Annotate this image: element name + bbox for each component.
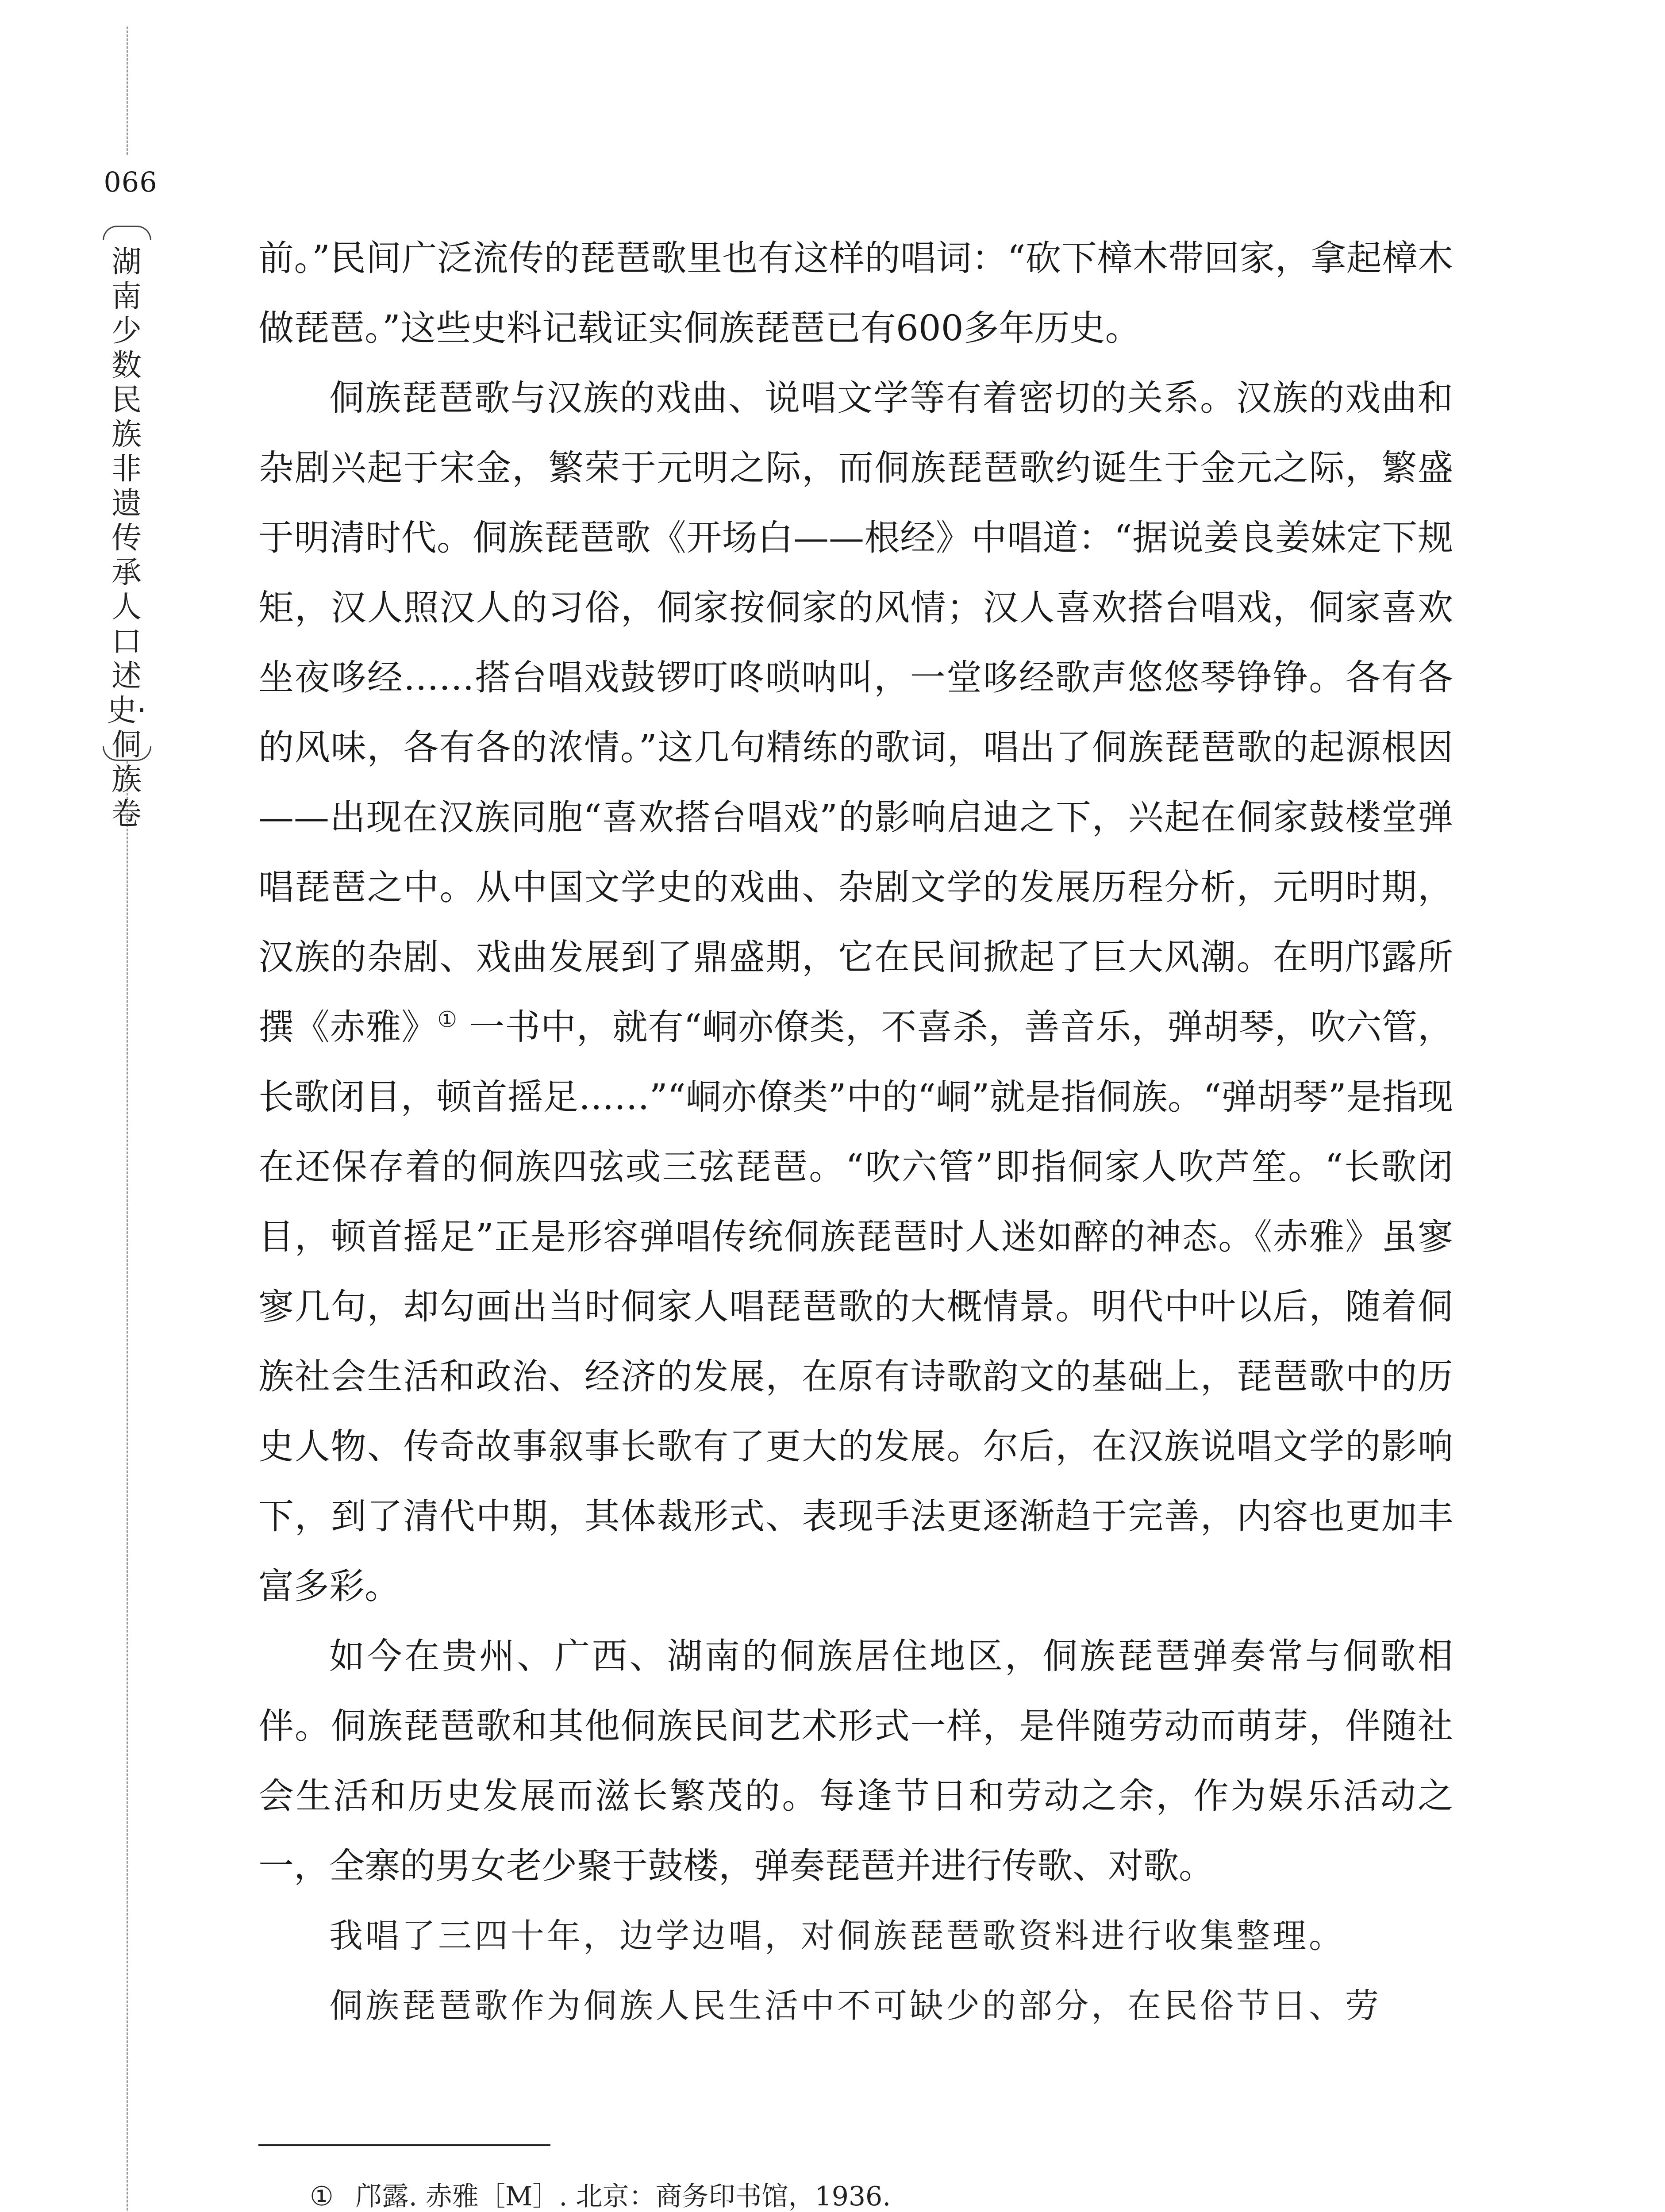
quote-line-2: 侗族琵琶歌作为侗族人民生活中不可缺少的部分，在民俗节日、劳 <box>329 1986 1381 2025</box>
footnote-reference[interactable]: ① <box>437 1006 458 1033</box>
running-head-text: 湖南少数民族非遗传承人口述史·侗族卷 <box>107 245 146 832</box>
paragraph-2 <box>258 363 1453 1621</box>
paragraph-2-text-a: 侗族琵琶歌与汉族的戏曲、说唱文学等有着密切的关系。汉族的戏曲和杂剧兴起于宋金，繁荣于元明之际，而侗族琵琶歌约诞生于金元之际，繁盛于明清时代。侗族琵琶歌《开场白——根经》中唱道：“据说姜良姜妹定下规矩，汉人照汉人的习俗，侗家按侗家的风情；汉人喜欢搭台唱戏，侗家喜欢坐夜哆经……搭台唱戏鼓锣叮咚唢呐叫，一堂哆经歌声悠悠琴铮铮。各有各的风味，各有各的浓情。”这几句精练的歌词，唱出了侗族琵琶歌的起源根因——出现在汉族同胞“喜欢搭台唱戏”的影响启迪之下，兴起在侗家鼓楼堂弹唱琵琶之中。从中国文学史的戏曲、杂剧文学的发展历程分析，元明时期，汉族的杂剧、戏曲发展到了鼎盛期，它在民间掀起了巨大风潮。在明邝露所撰《赤雅》 <box>258 377 1453 1048</box>
paragraph-3: 如今在贵州、广西、湖南的侗族居住地区，侗族琵琶弹奏常与侗歌相伴。侗族琵琶歌和其他侗族民间艺术形式一样，是伴随劳动而萌芽，伴随社会生活和历史发展而滋长繁茂的。每逢节日和劳动之余，作为娱乐活动之一，全寨的男女老少聚于鼓楼，弹奏琵琶并进行传歌、对歌。 <box>258 1636 1453 1886</box>
running-head-bracket-top <box>103 226 151 240</box>
margin-dotted-rule-bottom <box>127 761 128 2212</box>
paragraph-2-text-b: 一书中，就有“峒亦僚类，不喜杀，善音乐，弹胡琴，吹六管，长歌闭目，顿首摇足……”“峒亦僚类”中的“峒”就是指侗族。“弹胡琴”是指现在还保存着的侗族四弦或三弦琵琶。“吹六管”即指侗家人吹芦笙。“长歌闭目，顿首摇足”正是形容弹唱传统侗族琵琶时人迷如醉的神态。《赤雅》虽寥寥几句，却勾画出当时侗家人唱琵琶歌的大概情景。明代中叶以后，随着侗族社会生活和政治、经济的发展，在原有诗歌韵文的基础上，琵琶歌中的历史人物、传奇故事叙事长歌有了更大的发展。尔后，在汉族说唱文学的影响下，到了清代中期，其体裁形式、表现手法更逐渐趋于完善，内容也更加丰富多彩。 <box>258 1006 1454 1607</box>
footnote-text: 邝露. 赤雅［M］. 北京：商务印书馆，1936. <box>355 2181 891 2212</box>
margin-dotted-rule-top <box>127 27 128 155</box>
running-head-bracket-bottom <box>103 746 151 761</box>
paragraph-1: 前。”民间广泛流传的琵琶歌里也有这样的唱词：“砍下樟木带回家，拿起樟木做琵琶。”这些史料记载证实侗族琵琶已有600多年历史。 <box>258 238 1453 349</box>
footnote-divider <box>258 2144 550 2146</box>
running-head <box>100 226 153 832</box>
footnote <box>310 2179 891 2212</box>
body-text <box>258 223 1453 2041</box>
footnote-mark: ① <box>310 2181 334 2212</box>
page-number: 066 <box>104 166 158 198</box>
quote-line-1: 我唱了三四十年，边学边唱，对侗族琵琶歌资料进行收集整理。 <box>329 1916 1345 1955</box>
